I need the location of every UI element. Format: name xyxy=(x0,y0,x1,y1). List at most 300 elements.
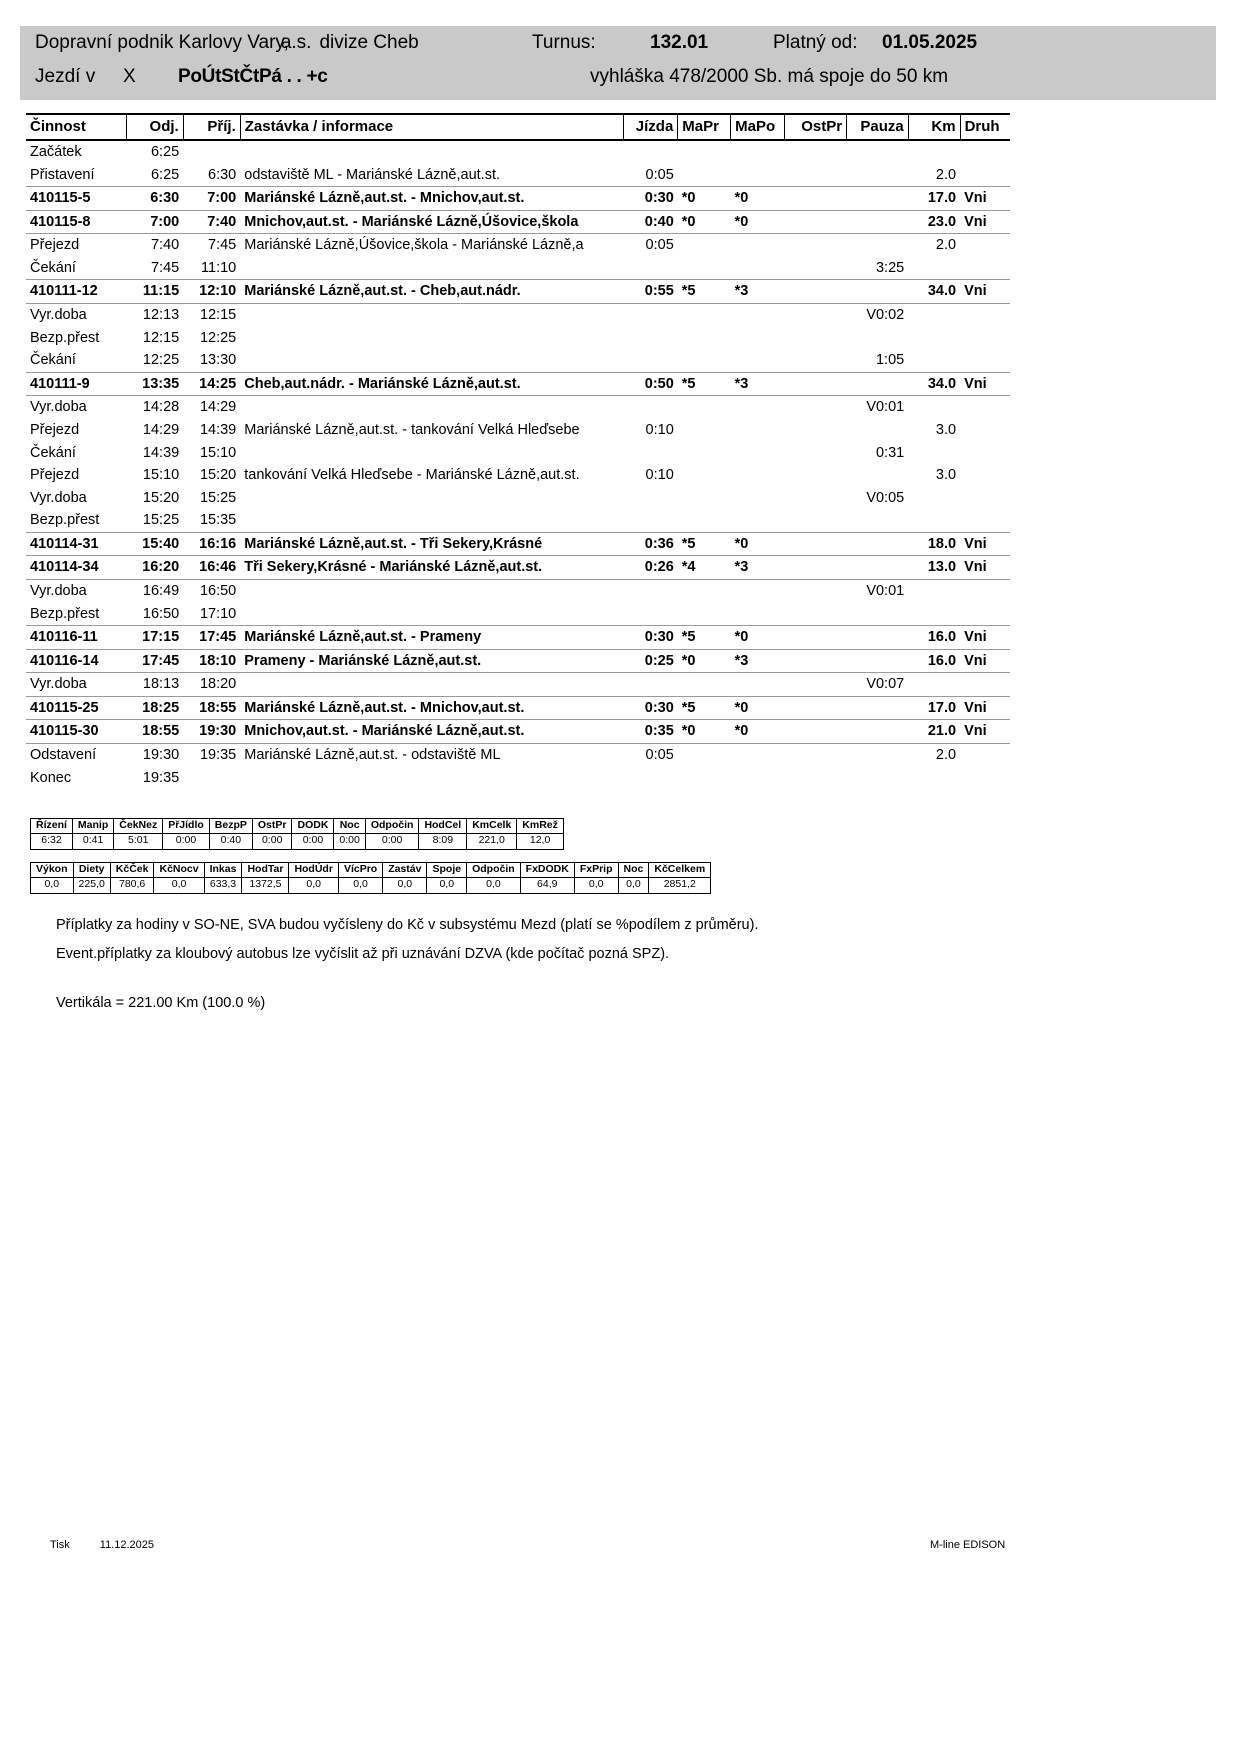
cell-activity: Přejezd xyxy=(30,467,80,484)
cell-activity: Konec xyxy=(30,769,72,786)
cell-pause: V0:01 xyxy=(866,582,905,599)
cell-pause xyxy=(847,210,909,234)
cell-arrival: 15:10 xyxy=(199,444,237,461)
cell-km: 3.0 xyxy=(935,421,957,438)
summary2-value-cell: 0,0 xyxy=(427,878,467,893)
cell-ride-time xyxy=(623,327,677,350)
summary2-header-cell: FxPrip xyxy=(574,863,618,878)
cell-mapo xyxy=(731,234,785,257)
cell-km xyxy=(908,327,960,350)
cell-ostpr xyxy=(785,532,847,556)
cell-ostpr xyxy=(785,673,847,697)
col-header-zastavka: Zastávka / informace xyxy=(240,114,623,140)
summary2-header-cell: KčCelkem xyxy=(649,863,711,878)
cell-stop-info xyxy=(240,327,623,350)
cell-kind xyxy=(960,327,1010,350)
cell-activity: Začátek xyxy=(30,144,82,160)
col-header-cinnost: Činnost xyxy=(26,114,126,140)
cell-arrival: 16:50 xyxy=(199,582,237,599)
summary1-header-cell: ČekNez xyxy=(114,819,163,834)
cell-kind xyxy=(960,442,1010,465)
cell-stop-info: Prameny - Mariánské Lázně,aut.st. xyxy=(240,649,623,673)
cell-ride-time xyxy=(623,304,677,327)
table-row xyxy=(26,349,1010,372)
cell-mapo xyxy=(731,304,785,327)
cell-mapo: *0 xyxy=(731,187,785,211)
cell-mapr: *5 xyxy=(678,696,731,720)
cell-activity: Čekání xyxy=(30,444,76,461)
note-surcharges: Příplatky za hodiny v SO-NE, SVA budou vyčísleny do Kč v subsystému Mezd (platí se %podílem z průměru). xyxy=(56,917,759,933)
cell-mapo xyxy=(731,349,785,372)
cell-arrival: 14:25 xyxy=(183,372,240,396)
cell-stop-info: Mariánské Lázně,aut.st. - odstaviště ML xyxy=(244,747,501,764)
summary2-value-cell: 0,0 xyxy=(618,878,649,893)
cell-km xyxy=(908,673,960,697)
cell-stop-info xyxy=(240,579,623,602)
cell-km xyxy=(908,487,960,510)
cell-activity: Čekání xyxy=(30,352,76,369)
cell-departure: 16:49 xyxy=(142,582,180,599)
cell-pause xyxy=(847,720,909,744)
summary1-header-cell: Odpočin xyxy=(365,819,419,834)
cell-ride-time: 0:50 xyxy=(623,372,677,396)
table-row xyxy=(26,442,1010,465)
cell-mapr xyxy=(678,744,731,767)
cell-mapo: *3 xyxy=(731,649,785,673)
cell-kind xyxy=(960,744,1010,767)
cell-stop-info xyxy=(240,349,623,372)
cell-pause xyxy=(847,234,909,257)
cell-km: 16.0 xyxy=(908,649,960,673)
cell-activity: Čekání xyxy=(30,259,76,276)
cell-ride-time xyxy=(623,442,677,465)
cell-ostpr xyxy=(785,767,847,790)
cell-activity: 410115-25 xyxy=(26,696,126,720)
cell-departure: 18:55 xyxy=(126,720,183,744)
col-header-odj: Odj. xyxy=(126,114,183,140)
cell-ride-time: 0:30 xyxy=(623,696,677,720)
cell-arrival: 19:35 xyxy=(199,747,237,764)
table-row xyxy=(26,579,1010,602)
cell-stop-info xyxy=(240,767,623,790)
cell-pause: 3:25 xyxy=(875,259,905,276)
summary2-value-cell: 0,0 xyxy=(338,878,382,893)
cell-activity: 410115-5 xyxy=(26,187,126,211)
cell-kind xyxy=(960,673,1010,697)
cell-mapr xyxy=(678,673,731,697)
table-row xyxy=(26,140,1010,164)
operating-days-value: PoÚtStČtPá . . +c xyxy=(178,66,328,87)
cell-arrival: 12:15 xyxy=(199,307,237,324)
cell-km: 16.0 xyxy=(908,626,960,650)
cell-activity: 410115-30 xyxy=(26,720,126,744)
cell-arrival: 15:35 xyxy=(199,512,237,529)
cell-pause xyxy=(847,280,909,304)
summary1-value-cell: 5:01 xyxy=(114,834,163,849)
cell-activity: 410116-14 xyxy=(26,649,126,673)
cell-pause xyxy=(847,603,909,626)
cell-kind xyxy=(960,164,1010,187)
summary1-header-cell: Manip xyxy=(72,819,113,834)
operating-days-marker: X xyxy=(123,66,136,87)
table-row xyxy=(26,626,1010,650)
cell-kind: Vni xyxy=(960,556,1010,580)
table-row xyxy=(26,556,1010,580)
cell-arrival: 6:30 xyxy=(208,166,237,183)
cell-arrival: 7:45 xyxy=(208,237,237,254)
cell-ostpr xyxy=(785,257,847,280)
summary1-value-cell: 0:00 xyxy=(334,834,365,849)
cell-pause xyxy=(847,556,909,580)
cell-pause xyxy=(847,419,909,442)
company-name xyxy=(35,32,419,54)
cell-arrival: 15:20 xyxy=(199,467,237,484)
table-row xyxy=(26,187,1010,211)
cell-mapo xyxy=(731,487,785,510)
cell-mapr xyxy=(678,327,731,350)
cell-kind xyxy=(960,396,1010,419)
summary1-value-cell: 12,0 xyxy=(517,834,564,849)
table-head xyxy=(26,114,1010,140)
cell-departure: 12:15 xyxy=(142,329,180,346)
cell-pause xyxy=(847,509,909,532)
summary2-value-cell: 0,0 xyxy=(574,878,618,893)
summary2-header-cell: Diety xyxy=(73,863,110,878)
cell-mapr: *5 xyxy=(678,626,731,650)
table-body xyxy=(26,140,1010,789)
cell-kind xyxy=(960,304,1010,327)
table-row xyxy=(26,603,1010,626)
cell-ride-time: 0:25 xyxy=(623,649,677,673)
table-row xyxy=(26,487,1010,510)
cell-stop-info: Tři Sekery,Krásné - Mariánské Lázně,aut.st. xyxy=(240,556,623,580)
cell-ostpr xyxy=(785,579,847,602)
summary2-value-cell: 225,0 xyxy=(73,878,110,893)
summary-driving-times xyxy=(30,818,564,850)
cell-ride-time: 0:05 xyxy=(645,237,674,254)
cell-departure: 7:40 xyxy=(150,237,180,254)
cell-mapo: *3 xyxy=(731,280,785,304)
cell-activity: 410114-31 xyxy=(26,532,126,556)
cell-kind xyxy=(960,257,1010,280)
cell-mapr: *0 xyxy=(678,187,731,211)
cell-departure: 11:15 xyxy=(126,280,183,304)
cell-ostpr xyxy=(785,187,847,211)
cell-stop-info xyxy=(240,304,623,327)
cell-km: 2.0 xyxy=(935,237,957,254)
cell-mapr: *5 xyxy=(678,280,731,304)
cell-ride-time: 0:30 xyxy=(623,187,677,211)
summary2-value-cell: 0,0 xyxy=(467,878,521,893)
cell-ride-time xyxy=(623,767,677,790)
summary2-value-cell: 2851,2 xyxy=(649,878,711,893)
cell-departure: 7:45 xyxy=(150,259,180,276)
cell-stop-info: Mariánské Lázně,aut.st. - Cheb,aut.nádr. xyxy=(240,280,623,304)
summary1-header-cell: BezpP xyxy=(209,819,252,834)
cell-mapo xyxy=(731,579,785,602)
cell-mapo: *0 xyxy=(731,720,785,744)
cell-km: 2.0 xyxy=(935,166,957,183)
cell-km: 34.0 xyxy=(908,372,960,396)
cell-km: 13.0 xyxy=(908,556,960,580)
cell-pause xyxy=(847,164,909,187)
cell-kind: Vni xyxy=(960,187,1010,211)
valid-from-value: 01.05.2025 xyxy=(882,32,978,53)
footer-print-date: 11.12.2025 xyxy=(99,1539,155,1551)
summary1-value-cell: 0:41 xyxy=(72,834,113,849)
cell-departure: 16:50 xyxy=(142,605,180,622)
cell-ostpr xyxy=(785,744,847,767)
table-row xyxy=(26,419,1010,442)
cell-arrival: 18:20 xyxy=(199,676,237,693)
cell-departure: 14:28 xyxy=(142,399,180,416)
cell-pause xyxy=(847,464,909,487)
col-header-ostpr: OstPr xyxy=(785,114,847,140)
summary2-header-cell: Noc xyxy=(618,863,649,878)
summary2-value-cell: 0,0 xyxy=(31,878,74,893)
cell-mapo xyxy=(731,767,785,790)
cell-km: 23.0 xyxy=(908,210,960,234)
cell-ride-time xyxy=(623,140,677,164)
table-row xyxy=(26,532,1010,556)
cell-stop-info: odstaviště ML - Mariánské Lázně,aut.st. xyxy=(244,166,500,183)
cell-ride-time: 0:10 xyxy=(645,421,674,438)
cell-ride-time: 0:10 xyxy=(645,467,674,484)
cell-pause xyxy=(847,187,909,211)
note-vertikala: Vertikála = 221.00 Km (100.0 %) xyxy=(56,995,266,1011)
cell-kind xyxy=(960,487,1010,510)
cell-kind xyxy=(960,767,1010,790)
cell-kind: Vni xyxy=(960,210,1010,234)
cell-mapr xyxy=(678,419,731,442)
cell-ostpr xyxy=(785,349,847,372)
cell-arrival: 12:10 xyxy=(183,280,240,304)
cell-departure: 15:20 xyxy=(142,489,180,506)
cell-km: 17.0 xyxy=(908,187,960,211)
table-row xyxy=(26,509,1010,532)
cell-mapo xyxy=(731,257,785,280)
cell-ostpr xyxy=(785,396,847,419)
cell-mapr xyxy=(678,603,731,626)
cell-departure: 15:40 xyxy=(126,532,183,556)
cell-activity: Bezp.přest xyxy=(30,512,100,529)
cell-activity: 410116-11 xyxy=(26,626,126,650)
cell-ostpr xyxy=(785,464,847,487)
cell-ostpr xyxy=(785,372,847,396)
cell-mapo: *3 xyxy=(731,556,785,580)
cell-arrival: 7:00 xyxy=(183,187,240,211)
summary2-header-cell: VícPro xyxy=(338,863,382,878)
cell-km xyxy=(908,509,960,532)
cell-stop-info: tankování Velká Hleďsebe - Mariánské Lázně,aut.st. xyxy=(244,467,580,484)
cell-pause xyxy=(847,696,909,720)
cell-kind: Vni xyxy=(960,532,1010,556)
cell-mapo xyxy=(731,744,785,767)
cell-ride-time: 0:40 xyxy=(623,210,677,234)
cell-stop-info xyxy=(240,673,623,697)
cell-ride-time: 0:36 xyxy=(623,532,677,556)
cell-kind xyxy=(960,579,1010,602)
cell-departure: 18:13 xyxy=(142,676,180,693)
summary2-value-cell: 780,6 xyxy=(110,878,154,893)
company-legal-form: a.s. xyxy=(280,32,312,53)
cell-kind xyxy=(960,349,1010,372)
cell-mapr xyxy=(678,349,731,372)
cell-stop-info xyxy=(240,442,623,465)
cell-activity: Bezp.přest xyxy=(30,329,100,346)
cell-kind xyxy=(960,603,1010,626)
cell-arrival xyxy=(183,140,240,164)
cell-activity: Přistavení xyxy=(30,166,95,183)
cell-activity: Přejezd xyxy=(30,237,80,254)
cell-mapr xyxy=(678,164,731,187)
summary2-header-cell: Výkon xyxy=(31,863,74,878)
cell-activity: Odstavení xyxy=(30,747,97,764)
cell-mapr: *4 xyxy=(678,556,731,580)
cell-activity: 410115-8 xyxy=(26,210,126,234)
cell-mapr xyxy=(678,442,731,465)
cell-arrival: 14:39 xyxy=(199,421,237,438)
cell-mapr xyxy=(678,509,731,532)
cell-km: 3.0 xyxy=(935,467,957,484)
cell-arrival: 13:30 xyxy=(199,352,237,369)
cell-km: 34.0 xyxy=(908,280,960,304)
cell-arrival: 19:30 xyxy=(183,720,240,744)
summary1-value-cell: 221,0 xyxy=(467,834,517,849)
cell-pause: V0:02 xyxy=(866,307,905,324)
cell-ostpr xyxy=(785,140,847,164)
cell-arrival: 18:55 xyxy=(183,696,240,720)
table-row xyxy=(26,673,1010,697)
cell-kind: Vni xyxy=(960,372,1010,396)
cell-mapr xyxy=(678,234,731,257)
cell-kind: Vni xyxy=(960,696,1010,720)
cell-stop-info xyxy=(240,487,623,510)
cell-km xyxy=(908,579,960,602)
cell-stop-info: Cheb,aut.nádr. - Mariánské Lázně,aut.st. xyxy=(240,372,623,396)
summary2-header-cell: FxDODK xyxy=(520,863,574,878)
cell-pause: 0:31 xyxy=(875,444,905,461)
cell-stop-info: Mnichov,aut.st. - Mariánské Lázně,Úšovice,škola xyxy=(240,210,623,234)
cell-ride-time xyxy=(623,673,677,697)
summary1-value-cell: 0:00 xyxy=(365,834,419,849)
cell-mapo xyxy=(731,140,785,164)
cell-pause: V0:05 xyxy=(866,489,905,506)
summary2-value-cell: 0,0 xyxy=(154,878,204,893)
cell-mapr xyxy=(678,396,731,419)
cell-mapr xyxy=(678,257,731,280)
cell-ride-time: 0:05 xyxy=(645,747,674,764)
cell-km xyxy=(908,442,960,465)
cell-stop-info: Mariánské Lázně,aut.st. - Mnichov,aut.st. xyxy=(240,187,623,211)
footer-system: M-line EDISON xyxy=(930,1539,1006,1551)
cell-activity: Vyr.doba xyxy=(30,399,87,416)
cell-ostpr xyxy=(785,696,847,720)
cell-ostpr xyxy=(785,280,847,304)
summary2-header-cell: Odpočin xyxy=(467,863,521,878)
summary1-value-cell: 6:32 xyxy=(31,834,73,849)
cell-departure: 17:45 xyxy=(126,649,183,673)
cell-mapo xyxy=(731,603,785,626)
cell-activity: Přejezd xyxy=(30,421,80,438)
cell-arrival: 16:46 xyxy=(183,556,240,580)
cell-mapr: *5 xyxy=(678,532,731,556)
summary2-header-cell: Zastáv xyxy=(383,863,427,878)
table-row xyxy=(26,372,1010,396)
summary-table-2 xyxy=(30,862,711,894)
col-header-mapo: MaPo xyxy=(731,114,785,140)
cell-departure: 12:13 xyxy=(142,307,180,324)
table-row xyxy=(26,720,1010,744)
summary2-header-row xyxy=(31,863,711,878)
cell-pause xyxy=(847,649,909,673)
summary2-value-cell: 64,9 xyxy=(520,878,574,893)
summary1-value-cell: 8:09 xyxy=(419,834,467,849)
cell-ride-time xyxy=(623,603,677,626)
cell-pause xyxy=(847,327,909,350)
cell-mapo: *0 xyxy=(731,626,785,650)
summary2-header-cell: Spoje xyxy=(427,863,467,878)
table-row xyxy=(26,464,1010,487)
footer-print-label: Tisk xyxy=(50,1539,70,1551)
table-row xyxy=(26,744,1010,767)
cell-ride-time: 0:30 xyxy=(623,626,677,650)
summary1-header-cell: OstPr xyxy=(252,819,292,834)
table-row xyxy=(26,767,1010,790)
summary2-header-cell: KčNocv xyxy=(154,863,204,878)
cell-ostpr xyxy=(785,419,847,442)
cell-kind xyxy=(960,140,1010,164)
cell-pause xyxy=(847,532,909,556)
table-row xyxy=(26,234,1010,257)
cell-departure: 17:15 xyxy=(126,626,183,650)
company-division: divize Cheb xyxy=(319,32,419,53)
cell-activity: Vyr.doba xyxy=(30,676,87,693)
cell-arrival: 15:25 xyxy=(199,489,237,506)
cell-departure: 6:30 xyxy=(126,187,183,211)
cell-km xyxy=(908,304,960,327)
cell-kind xyxy=(960,419,1010,442)
cell-mapr xyxy=(678,579,731,602)
table-row xyxy=(26,257,1010,280)
turnus-label: Turnus: xyxy=(532,32,596,53)
cell-stop-info: Mariánské Lázně,aut.st. - Prameny xyxy=(240,626,623,650)
cell-kind: Vni xyxy=(960,626,1010,650)
cell-mapo xyxy=(731,419,785,442)
summary1-header-cell: PřJídlo xyxy=(163,819,210,834)
cell-ride-time xyxy=(623,579,677,602)
cell-km xyxy=(908,396,960,419)
cell-activity: 410111-9 xyxy=(26,372,126,396)
cell-ostpr xyxy=(785,603,847,626)
cell-ride-time xyxy=(623,509,677,532)
summary2-value-cell: 1372,5 xyxy=(242,878,289,893)
cell-stop-info: Mariánské Lázně,aut.st. - Mnichov,aut.st. xyxy=(240,696,623,720)
cell-stop-info xyxy=(240,603,623,626)
cell-ride-time xyxy=(623,487,677,510)
cell-departure: 16:20 xyxy=(126,556,183,580)
cell-departure: 12:25 xyxy=(142,352,180,369)
summary2-header-cell: KčČek xyxy=(110,863,154,878)
cell-mapr: *5 xyxy=(678,372,731,396)
cell-stop-info xyxy=(240,140,623,164)
cell-arrival: 7:40 xyxy=(183,210,240,234)
regulation-note: vyhláška 478/2000 Sb. má spoje do 50 km xyxy=(590,66,949,87)
cell-arrival: 16:16 xyxy=(183,532,240,556)
cell-ride-time: 0:55 xyxy=(623,280,677,304)
col-header-jizda: Jízda xyxy=(623,114,677,140)
col-header-km: Km xyxy=(908,114,960,140)
